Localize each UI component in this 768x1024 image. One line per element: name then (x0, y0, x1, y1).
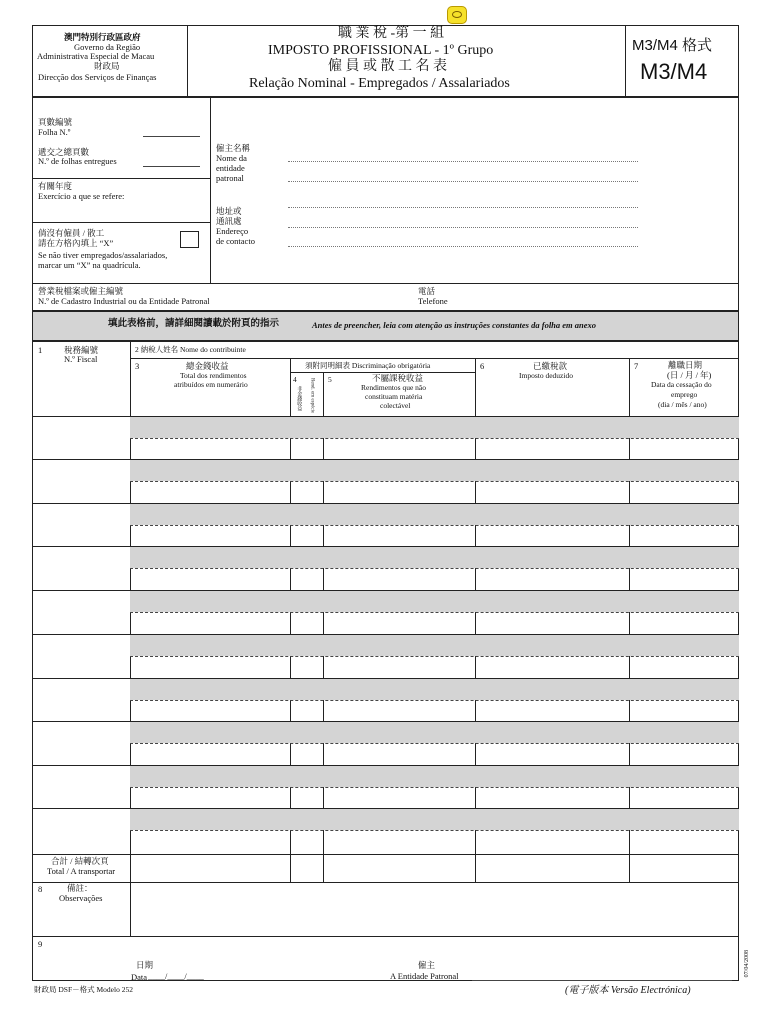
sem-emp-pt2: marcar um “X” na quadrícula. (38, 260, 141, 270)
endereco-pt2: de contacto (216, 236, 255, 246)
row-9-name-band[interactable] (130, 766, 739, 787)
col3-pt2: atribuídos em numerário (174, 380, 248, 389)
footer-side-date: 07/04/2008 (744, 950, 750, 978)
nome-pt1: Nome da (216, 153, 247, 163)
col5-zh: 不屬課稅收益 (372, 373, 424, 383)
date-field[interactable]: ____/____/____ (148, 971, 204, 981)
row-3-name-band[interactable] (130, 504, 739, 525)
endereco-field-line3[interactable] (288, 246, 638, 247)
nome-pt2: entidade (216, 163, 245, 173)
col7-pt3: (dia / mês / ano) (658, 400, 707, 409)
signature-field[interactable] (472, 980, 732, 981)
nome-zh: 僱主名稱 (216, 143, 251, 153)
folha-field[interactable] (143, 136, 200, 137)
row-5-name-band[interactable] (130, 591, 739, 612)
row-8-name-band[interactable] (130, 722, 739, 743)
endereco-field-line2[interactable] (288, 227, 638, 228)
form-subtitle-zh: 僱 員 或 散 工 名 表 (328, 59, 447, 74)
folha-zh: 頁數編號 (38, 117, 73, 127)
col1-pt: N.º Fiscal (64, 354, 98, 364)
col7-pt1: Data da cessação do (651, 380, 712, 389)
sign-num: 9 (38, 939, 43, 949)
col7-num: 7 (634, 361, 639, 371)
gov-zh: 澳門特別行政區政府 (64, 32, 141, 42)
entregues-field[interactable] (143, 166, 200, 167)
col6-pt: Imposto deduzido (519, 371, 573, 380)
col5-num: 5 (328, 375, 332, 384)
row-4-name-band[interactable] (130, 547, 739, 568)
col5-pt3: colectável (380, 401, 411, 410)
row-7-name-band[interactable] (130, 679, 739, 700)
sem-emp-zh2: 請在方格內填上 “X” (38, 238, 114, 248)
obs-num: 8 (38, 884, 43, 894)
model-code-big: M3/M4 (640, 59, 708, 84)
col6-num: 6 (480, 361, 485, 371)
folha-pt: Folha N.º (38, 127, 71, 137)
obs-pt: Observações (59, 893, 103, 903)
sem-emp-zh1: 倘沒有僱員 / 散工 (38, 228, 105, 238)
dsf-pt: Direcção dos Serviços de Finanças (38, 72, 157, 82)
endereco-pt1: Endereço (216, 226, 249, 236)
col4-pt: Rend. em espécie (309, 378, 315, 414)
gov-pt1: Governo da Região (74, 42, 141, 52)
col3-pt1: Total dos rendimentos (180, 371, 247, 380)
sem-emp-pt1: Se não tiver empregados/assalariados, (38, 250, 168, 260)
col3-num: 3 (135, 361, 140, 371)
cadastro-zh: 營業稅檔案或僱主編號 (38, 286, 124, 296)
form-title-pt: IMPOSTO PROFISSIONAL - 1º Grupo (268, 43, 494, 58)
col7-zh2: (日 / 月 / 年) (667, 370, 712, 380)
col4-zh: 非金錢收益 (296, 386, 302, 411)
entregues-zh: 遞交之總頁數 (38, 147, 90, 157)
disc-header: 須附同明細表 Discriminação obrigatória (305, 361, 431, 370)
obs-zh: 備註： (67, 883, 93, 893)
observations-field[interactable] (131, 883, 738, 935)
row-1-name-band[interactable] (130, 417, 739, 438)
instructions-pt: Antes de preencher, leia com atenção as instruções constantes da folha em anexo (312, 320, 597, 330)
total-zh: 合計 / 結轉次頁 (51, 856, 109, 866)
row-2-name-band[interactable] (130, 460, 739, 481)
cadastro-pt: N.º de Cadastro Industrial ou da Entidade Patronal (38, 296, 210, 306)
col7-pt2: emprego (671, 390, 698, 399)
comment-icon[interactable] (447, 6, 467, 24)
entregues-pt: N.º de folhas entregues (38, 156, 117, 166)
info-section (32, 97, 739, 311)
col4-num: 4 (293, 375, 297, 384)
endereco-zh2: 通訊處 (216, 216, 242, 226)
col5-pt1: Rendimentos que não (361, 383, 426, 392)
entity-pt: A Entidade Patronal (390, 971, 459, 981)
footer-left: 財政局 DSF－格式 Modelo 252 (34, 985, 133, 994)
no-employees-checkbox[interactable] (180, 231, 199, 248)
instructions-zh: 填此表格前，請詳細閱讀載於附頁的指示 (108, 319, 280, 329)
form-subtitle-pt: Relação Nominal - Empregados / Assalariados (249, 76, 510, 91)
nome-field-line1[interactable] (288, 161, 638, 162)
entity-zh: 僱主 (418, 960, 436, 970)
endereco-zh1: 地址或 (216, 206, 242, 216)
telefone-pt: Telefone (418, 296, 448, 306)
telefone-zh: 電話 (418, 286, 436, 296)
row-6-name-band[interactable] (130, 635, 739, 656)
model-code-small: M3/M4 格式 (632, 37, 713, 54)
col7-zh: 離職日期 (668, 360, 703, 370)
dsf-zh: 財政局 (94, 61, 120, 71)
col5-pt2: constituam matéria (365, 392, 423, 401)
exercicio-zh: 有關年度 (38, 181, 73, 191)
endereco-field-line1[interactable] (288, 207, 638, 208)
date-zh: 日期 (136, 960, 154, 970)
exercicio-pt: Exercício a que se refere: (38, 191, 125, 201)
col6-zh: 已繳稅款 (533, 361, 568, 371)
form-title-zh: 職 業 稅 -第 一 組 (338, 26, 445, 41)
col1-zh: 稅務編號 (64, 345, 99, 355)
nome-pt3: patronal (216, 173, 244, 183)
col1-num: 1 (38, 345, 43, 355)
gov-pt2: Administrativa Especial de Macau (37, 51, 155, 61)
footer-right: (電子版本 Versão Electrónica) (565, 985, 691, 996)
row-10-name-band[interactable] (130, 809, 739, 830)
date-pt: Data (131, 972, 148, 982)
col3-zh: 總金錢收益 (186, 361, 229, 371)
total-pt: Total / A transportar (47, 866, 116, 876)
nome-field-line2[interactable] (288, 181, 638, 182)
col2-header: 2 納稅人姓名 Nome do contribuinte (135, 345, 246, 354)
